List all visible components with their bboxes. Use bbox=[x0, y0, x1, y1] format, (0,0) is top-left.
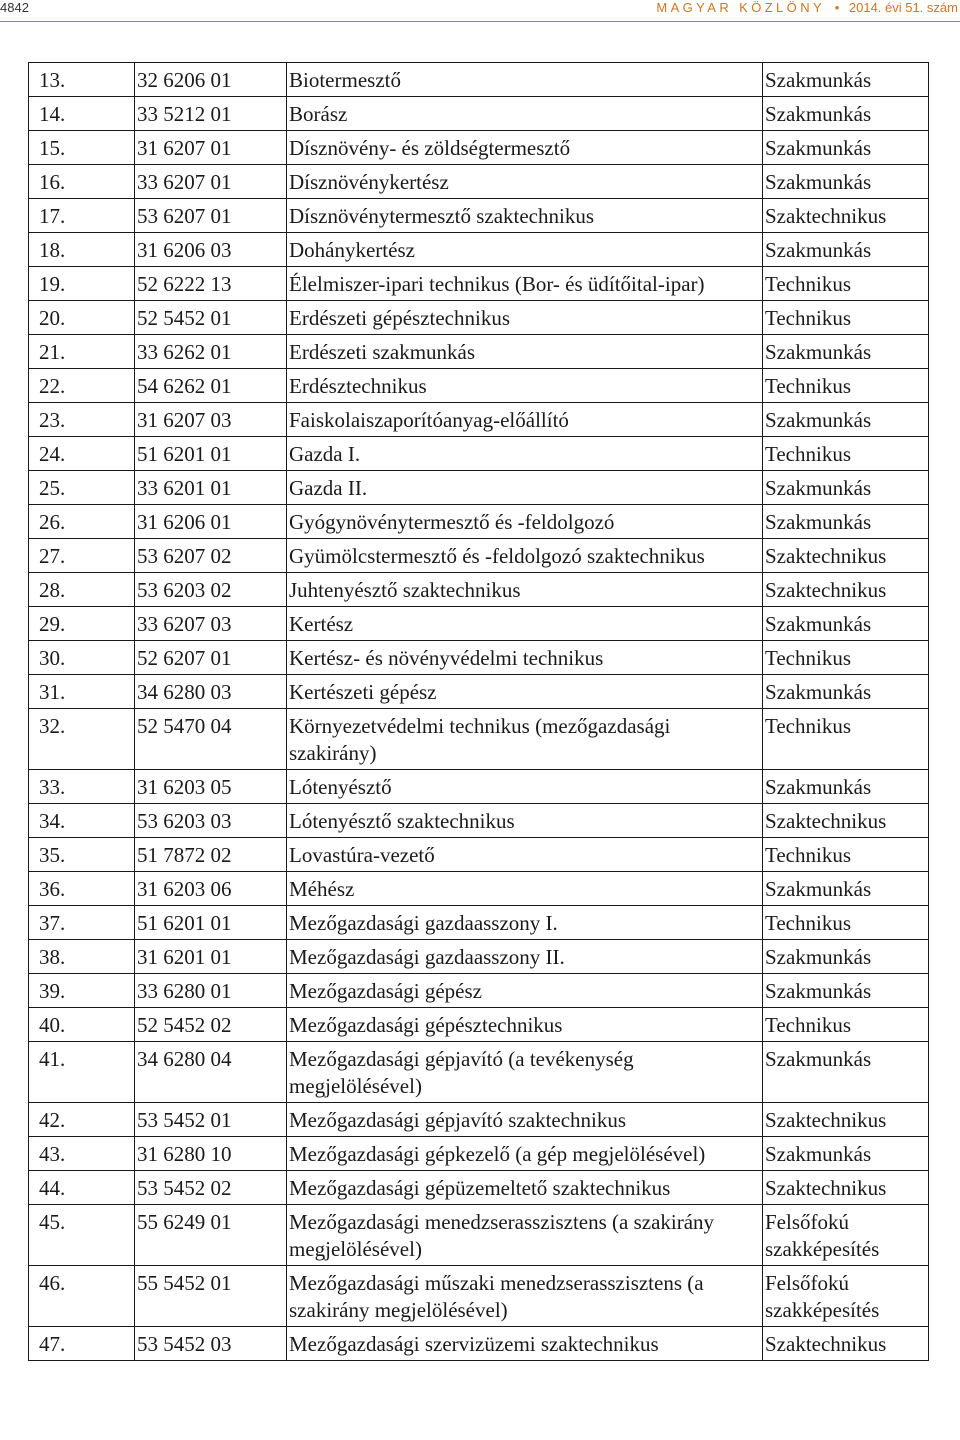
qualification-name-cell: Környezetvédelmi technikus (mezőgazdasági szakirány) bbox=[287, 709, 763, 770]
qualification-name-cell: Gazda I. bbox=[287, 437, 763, 471]
table-row bbox=[29, 641, 929, 675]
qualification-level-cell: Szakmunkás bbox=[763, 165, 929, 199]
row-number-cell: 41. bbox=[29, 1042, 135, 1103]
qualification-name-cell: Mezőgazdasági gépjavító szaktechnikus bbox=[287, 1103, 763, 1137]
row-number-cell: 37. bbox=[29, 906, 135, 940]
page-number: 4842 bbox=[0, 0, 29, 15]
qualification-code-cell: 53 6207 01 bbox=[135, 199, 287, 233]
qualification-level-cell: Felsőfokú szakképesítés bbox=[763, 1266, 929, 1327]
qualification-code-cell: 52 6207 01 bbox=[135, 641, 287, 675]
qualification-code-cell: 51 6201 01 bbox=[135, 906, 287, 940]
row-number-cell: 30. bbox=[29, 641, 135, 675]
table-row bbox=[29, 607, 929, 641]
page-header bbox=[0, 0, 960, 22]
row-number-cell: 21. bbox=[29, 335, 135, 369]
row-number-cell: 40. bbox=[29, 1008, 135, 1042]
qualification-level-cell: Szakmunkás bbox=[763, 335, 929, 369]
qualification-level-cell: Szakmunkás bbox=[763, 872, 929, 906]
row-number-cell: 15. bbox=[29, 131, 135, 165]
qualification-name-cell: Dísznövény- és zöldségtermesztő bbox=[287, 131, 763, 165]
qualification-code-cell: 52 5452 02 bbox=[135, 1008, 287, 1042]
qualification-name-cell: Gyümölcstermesztő és -feldolgozó szaktechnikus bbox=[287, 539, 763, 573]
row-number-cell: 18. bbox=[29, 233, 135, 267]
qualification-level-cell: Szaktechnikus bbox=[763, 199, 929, 233]
qualification-name-cell: Lótenyésztő bbox=[287, 770, 763, 804]
table-row bbox=[29, 573, 929, 607]
qualification-code-cell: 33 6201 01 bbox=[135, 471, 287, 505]
qualification-code-cell: 33 5212 01 bbox=[135, 97, 287, 131]
qualification-name-cell: Gazda II. bbox=[287, 471, 763, 505]
qualification-name-cell: Juhtenyésztő szaktechnikus bbox=[287, 573, 763, 607]
row-number-cell: 46. bbox=[29, 1266, 135, 1327]
qualification-code-cell: 31 6206 01 bbox=[135, 505, 287, 539]
qualification-name-cell: Erdésztechnikus bbox=[287, 369, 763, 403]
qualification-level-cell: Szaktechnikus bbox=[763, 804, 929, 838]
qualification-level-cell: Szakmunkás bbox=[763, 1042, 929, 1103]
qualification-level-cell: Technikus bbox=[763, 641, 929, 675]
qualification-code-cell: 31 6203 06 bbox=[135, 872, 287, 906]
qualification-name-cell: Mezőgazdasági gépész bbox=[287, 974, 763, 1008]
table-row bbox=[29, 1205, 929, 1266]
table-row bbox=[29, 505, 929, 539]
qualification-name-cell: Mezőgazdasági szervizüzemi szaktechnikus bbox=[287, 1327, 763, 1361]
table-row bbox=[29, 940, 929, 974]
table-row bbox=[29, 233, 929, 267]
table-row bbox=[29, 1327, 929, 1361]
qualification-level-cell: Szaktechnikus bbox=[763, 573, 929, 607]
table-row bbox=[29, 301, 929, 335]
qualification-level-cell: Szaktechnikus bbox=[763, 1171, 929, 1205]
qualification-name-cell: Mezőgazdasági gépjavító (a tevékenység megjelölésével) bbox=[287, 1042, 763, 1103]
qualification-code-cell: 33 6280 01 bbox=[135, 974, 287, 1008]
table-row bbox=[29, 335, 929, 369]
qualification-name-cell: Méhész bbox=[287, 872, 763, 906]
qualification-code-cell: 55 5452 01 bbox=[135, 1266, 287, 1327]
row-number-cell: 27. bbox=[29, 539, 135, 573]
row-number-cell: 26. bbox=[29, 505, 135, 539]
row-number-cell: 25. bbox=[29, 471, 135, 505]
table-row bbox=[29, 770, 929, 804]
table-row bbox=[29, 1137, 929, 1171]
row-number-cell: 23. bbox=[29, 403, 135, 437]
qualification-code-cell: 31 6207 03 bbox=[135, 403, 287, 437]
qualification-level-cell: Szaktechnikus bbox=[763, 1103, 929, 1137]
qualification-level-cell: Szakmunkás bbox=[763, 403, 929, 437]
bullet-separator: • bbox=[834, 0, 840, 15]
row-number-cell: 17. bbox=[29, 199, 135, 233]
table-row bbox=[29, 131, 929, 165]
qualification-name-cell: Lótenyésztő szaktechnikus bbox=[287, 804, 763, 838]
row-number-cell: 22. bbox=[29, 369, 135, 403]
qualification-code-cell: 34 6280 04 bbox=[135, 1042, 287, 1103]
qualification-code-cell: 31 6206 03 bbox=[135, 233, 287, 267]
journal-name: MAGYAR KÖZLÖNY bbox=[656, 0, 826, 15]
qualification-code-cell: 53 5452 02 bbox=[135, 1171, 287, 1205]
row-number-cell: 36. bbox=[29, 872, 135, 906]
qualification-name-cell: Élelmiszer-ipari technikus (Bor- és üdítőital-ipar) bbox=[287, 267, 763, 301]
table-row bbox=[29, 165, 929, 199]
row-number-cell: 24. bbox=[29, 437, 135, 471]
table-row bbox=[29, 1008, 929, 1042]
qualification-level-cell: Szakmunkás bbox=[763, 131, 929, 165]
issue-label: 2014. évi 51. szám bbox=[848, 0, 958, 15]
qualification-code-cell: 51 6201 01 bbox=[135, 437, 287, 471]
qualification-code-cell: 32 6206 01 bbox=[135, 63, 287, 97]
row-number-cell: 38. bbox=[29, 940, 135, 974]
qualification-code-cell: 55 6249 01 bbox=[135, 1205, 287, 1266]
row-number-cell: 47. bbox=[29, 1327, 135, 1361]
qualification-code-cell: 34 6280 03 bbox=[135, 675, 287, 709]
qualification-code-cell: 54 6262 01 bbox=[135, 369, 287, 403]
row-number-cell: 32. bbox=[29, 709, 135, 770]
qualification-name-cell: Dohánykertész bbox=[287, 233, 763, 267]
qualification-code-cell: 33 6207 03 bbox=[135, 607, 287, 641]
row-number-cell: 39. bbox=[29, 974, 135, 1008]
qualification-level-cell: Szakmunkás bbox=[763, 97, 929, 131]
qualification-code-cell: 52 5470 04 bbox=[135, 709, 287, 770]
table-row bbox=[29, 199, 929, 233]
qualification-code-cell: 33 6262 01 bbox=[135, 335, 287, 369]
qualification-name-cell: Mezőgazdasági gazdaasszony II. bbox=[287, 940, 763, 974]
qualification-name-cell: Faiskolaiszaporítóanyag-előállító bbox=[287, 403, 763, 437]
qualification-level-cell: Technikus bbox=[763, 437, 929, 471]
qualification-code-cell: 53 6207 02 bbox=[135, 539, 287, 573]
qualification-level-cell: Szaktechnikus bbox=[763, 1327, 929, 1361]
qualification-level-cell: Technikus bbox=[763, 709, 929, 770]
qualification-name-cell: Mezőgazdasági gépüzemeltető szaktechnikus bbox=[287, 1171, 763, 1205]
row-number-cell: 28. bbox=[29, 573, 135, 607]
qualification-name-cell: Dísznövénytermesztő szaktechnikus bbox=[287, 199, 763, 233]
qualification-code-cell: 53 5452 03 bbox=[135, 1327, 287, 1361]
qualification-level-cell: Technikus bbox=[763, 301, 929, 335]
table-row bbox=[29, 63, 929, 97]
qualification-level-cell: Szakmunkás bbox=[763, 505, 929, 539]
row-number-cell: 14. bbox=[29, 97, 135, 131]
qualification-code-cell: 31 6201 01 bbox=[135, 940, 287, 974]
row-number-cell: 45. bbox=[29, 1205, 135, 1266]
table-row bbox=[29, 906, 929, 940]
table-row bbox=[29, 838, 929, 872]
row-number-cell: 16. bbox=[29, 165, 135, 199]
qualification-code-cell: 53 6203 02 bbox=[135, 573, 287, 607]
qualification-level-cell: Szakmunkás bbox=[763, 471, 929, 505]
qualification-name-cell: Dísznövénykertész bbox=[287, 165, 763, 199]
table-row bbox=[29, 675, 929, 709]
row-number-cell: 20. bbox=[29, 301, 135, 335]
journal-title bbox=[656, 0, 958, 15]
qualification-level-cell: Szakmunkás bbox=[763, 233, 929, 267]
table-row bbox=[29, 804, 929, 838]
qualification-name-cell: Erdészeti szakmunkás bbox=[287, 335, 763, 369]
row-number-cell: 13. bbox=[29, 63, 135, 97]
row-number-cell: 44. bbox=[29, 1171, 135, 1205]
qualification-level-cell: Szakmunkás bbox=[763, 1137, 929, 1171]
qualification-level-cell: Technikus bbox=[763, 369, 929, 403]
qualification-name-cell: Kertész- és növényvédelmi technikus bbox=[287, 641, 763, 675]
table-row bbox=[29, 1266, 929, 1327]
qualification-level-cell: Technikus bbox=[763, 838, 929, 872]
row-number-cell: 43. bbox=[29, 1137, 135, 1171]
table-row bbox=[29, 1171, 929, 1205]
qualification-code-cell: 53 5452 01 bbox=[135, 1103, 287, 1137]
row-number-cell: 34. bbox=[29, 804, 135, 838]
qualification-name-cell: Biotermesztő bbox=[287, 63, 763, 97]
qualification-level-cell: Szakmunkás bbox=[763, 974, 929, 1008]
qualification-code-cell: 52 6222 13 bbox=[135, 267, 287, 301]
table-row bbox=[29, 267, 929, 301]
qualification-name-cell: Borász bbox=[287, 97, 763, 131]
qualification-code-cell: 51 7872 02 bbox=[135, 838, 287, 872]
qualification-level-cell: Technikus bbox=[763, 1008, 929, 1042]
table-row bbox=[29, 403, 929, 437]
table-row bbox=[29, 369, 929, 403]
row-number-cell: 35. bbox=[29, 838, 135, 872]
qualification-table bbox=[28, 62, 929, 1361]
row-number-cell: 42. bbox=[29, 1103, 135, 1137]
qualification-code-cell: 53 6203 03 bbox=[135, 804, 287, 838]
qualification-name-cell: Kertészeti gépész bbox=[287, 675, 763, 709]
qualification-name-cell: Mezőgazdasági menedzserasszisztens (a szakirány megjelölésével) bbox=[287, 1205, 763, 1266]
table-body bbox=[29, 63, 929, 1361]
qualification-name-cell: Lovastúra-vezető bbox=[287, 838, 763, 872]
table-row bbox=[29, 97, 929, 131]
qualification-level-cell: Felsőfokú szakképesítés bbox=[763, 1205, 929, 1266]
qualification-level-cell: Szakmunkás bbox=[763, 675, 929, 709]
header-rule bbox=[0, 21, 960, 22]
qualification-code-cell: 31 6280 10 bbox=[135, 1137, 287, 1171]
row-number-cell: 19. bbox=[29, 267, 135, 301]
table-row bbox=[29, 539, 929, 573]
qualification-name-cell: Kertész bbox=[287, 607, 763, 641]
qualification-name-cell: Gyógynövénytermesztő és -feldolgozó bbox=[287, 505, 763, 539]
table-row bbox=[29, 1103, 929, 1137]
table-row bbox=[29, 709, 929, 770]
table-row bbox=[29, 1042, 929, 1103]
row-number-cell: 31. bbox=[29, 675, 135, 709]
row-number-cell: 29. bbox=[29, 607, 135, 641]
qualification-name-cell: Mezőgazdasági gépésztechnikus bbox=[287, 1008, 763, 1042]
qualification-name-cell: Erdészeti gépésztechnikus bbox=[287, 301, 763, 335]
qualification-name-cell: Mezőgazdasági gépkezelő (a gép megjelölésével) bbox=[287, 1137, 763, 1171]
qualification-code-cell: 31 6207 01 bbox=[135, 131, 287, 165]
table-row bbox=[29, 437, 929, 471]
table-row bbox=[29, 872, 929, 906]
qualification-name-cell: Mezőgazdasági gazdaasszony I. bbox=[287, 906, 763, 940]
qualification-code-cell: 33 6207 01 bbox=[135, 165, 287, 199]
qualification-code-cell: 31 6203 05 bbox=[135, 770, 287, 804]
qualification-level-cell: Technikus bbox=[763, 906, 929, 940]
qualification-code-cell: 52 5452 01 bbox=[135, 301, 287, 335]
row-number-cell: 33. bbox=[29, 770, 135, 804]
qualification-level-cell: Szaktechnikus bbox=[763, 539, 929, 573]
qualification-name-cell: Mezőgazdasági műszaki menedzserasszisztens (a szakirány megjelölésével) bbox=[287, 1266, 763, 1327]
qualification-level-cell: Szakmunkás bbox=[763, 607, 929, 641]
table-row bbox=[29, 974, 929, 1008]
qualification-level-cell: Technikus bbox=[763, 267, 929, 301]
qualification-level-cell: Szakmunkás bbox=[763, 63, 929, 97]
table-row bbox=[29, 471, 929, 505]
qualification-level-cell: Szakmunkás bbox=[763, 770, 929, 804]
qualification-level-cell: Szakmunkás bbox=[763, 940, 929, 974]
